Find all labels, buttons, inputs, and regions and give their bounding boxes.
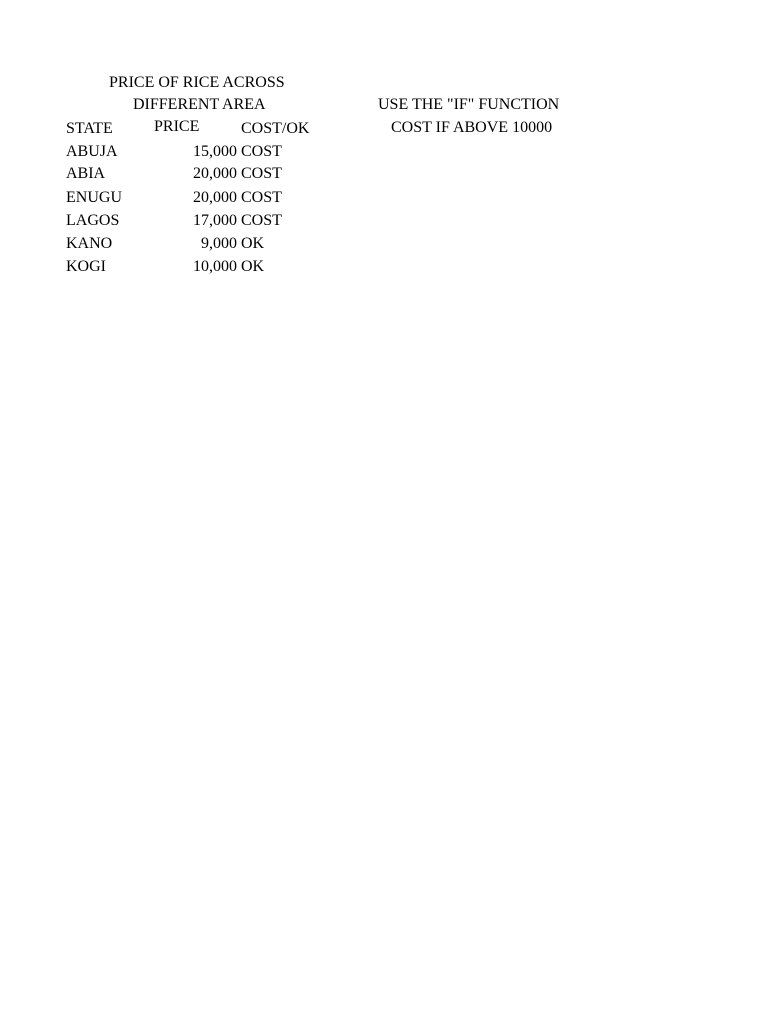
status-cell: COST xyxy=(241,143,282,160)
status-cell: OK xyxy=(241,235,265,252)
state-cell: ABIA xyxy=(66,165,106,182)
status-cell: OK xyxy=(241,258,265,275)
status-cell: COST xyxy=(241,189,282,206)
state-cell: LAGOS xyxy=(66,212,120,229)
state-cell: KOGI xyxy=(66,258,106,275)
state-cell: KANO xyxy=(66,235,113,252)
column-header-cost-ok: COST/OK xyxy=(241,120,310,137)
table-row xyxy=(0,257,768,280)
status-cell: COST xyxy=(241,212,282,229)
table-row xyxy=(0,188,768,211)
status-cell: COST xyxy=(241,165,282,182)
price-cell: 15,000 xyxy=(193,143,237,160)
price-cell: 20,000 xyxy=(193,189,237,206)
table-row xyxy=(0,234,768,257)
instruction-note-line-2: COST IF ABOVE 10000 xyxy=(391,119,553,136)
table-title-line-2: DIFFERENT AREA xyxy=(133,96,266,113)
column-header-state: STATE xyxy=(66,120,113,137)
state-cell: ENUGU xyxy=(66,189,122,206)
state-cell: ABUJA xyxy=(66,143,118,160)
column-header-price: PRICE xyxy=(154,118,200,135)
price-cell: 10,000 xyxy=(193,258,237,275)
price-cell: 17,000 xyxy=(193,212,237,229)
table-title-line-1: PRICE OF RICE ACROSS xyxy=(109,74,285,91)
price-cell: 20,000 xyxy=(193,165,237,182)
instruction-note-line-1: USE THE "IF" FUNCTION xyxy=(378,96,560,113)
table-row xyxy=(0,211,768,234)
table-row xyxy=(0,142,768,165)
table-row xyxy=(0,164,768,187)
price-cell: 9,000 xyxy=(201,235,237,252)
